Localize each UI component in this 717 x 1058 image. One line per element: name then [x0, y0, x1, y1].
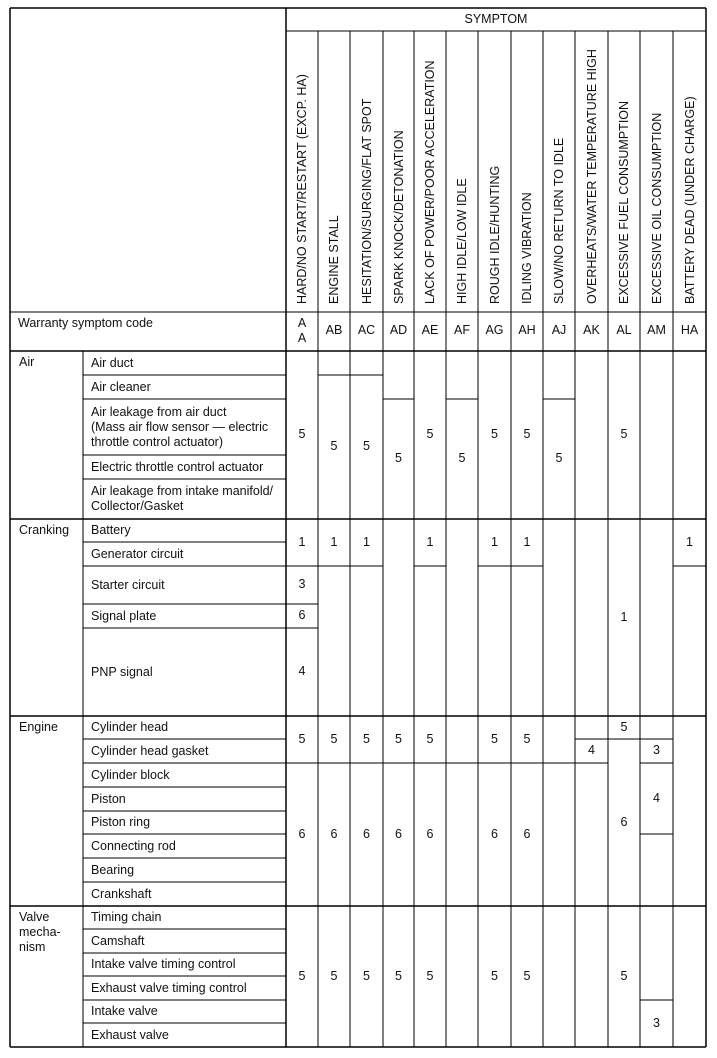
priority-value: 1	[523, 534, 531, 549]
warranty-code: AC	[357, 323, 376, 337]
priority-value: 1	[620, 609, 628, 624]
priority-value: 5	[426, 731, 434, 746]
component-name: Exhaust valve timing control	[91, 980, 247, 995]
symptom-name: HARD/NO START/RESTART (EXCP. HA)	[295, 74, 309, 304]
priority-value: 1	[330, 534, 338, 549]
component-name: Intake valve	[91, 1004, 158, 1018]
priority-value: 3	[298, 577, 306, 591]
component-name: Connecting rod	[91, 838, 176, 853]
component-name: Camshaft	[91, 933, 145, 948]
component-name: Generator circuit	[91, 546, 184, 561]
priority-value: 5	[298, 968, 306, 983]
symptom-name: SPARK KNOCK/DETONATION	[391, 130, 406, 304]
priority-value: 5	[491, 731, 498, 746]
warranty-code: AE	[421, 323, 439, 337]
warranty-code: AK	[583, 323, 600, 337]
group-name: Valve mecha- nism	[19, 910, 61, 954]
priority-value: 5	[458, 451, 466, 465]
symptom-header: SYMPTOM	[464, 12, 528, 26]
component-name: Electric throttle control actuator	[91, 459, 264, 474]
priority-value: 6	[330, 826, 338, 841]
priority-value: 5	[395, 731, 402, 746]
warranty-code: AG	[485, 323, 504, 337]
component-name: Bearing	[91, 862, 135, 877]
symptom-name: SLOW/NO RETURN TO IDLE	[552, 137, 566, 304]
priority-value: 4	[653, 790, 660, 805]
priority-value: 5	[330, 439, 338, 453]
symptom-name: EXCESSIVE FUEL CONSUMPTION	[617, 100, 631, 304]
priority-value: 5	[363, 968, 370, 983]
priority-value: 6	[426, 826, 434, 841]
priority-value: 5	[491, 427, 498, 441]
component-name: Air cleaner	[91, 379, 151, 394]
priority-value: 5	[395, 451, 402, 465]
symptom-name: BATTERY DEAD (UNDER CHARGE)	[682, 96, 697, 304]
priority-value: 5	[426, 427, 434, 441]
warranty-code: AJ	[551, 323, 567, 337]
component-name: Piston ring	[91, 815, 151, 829]
priority-value: 5	[363, 731, 370, 746]
priority-value: 5	[330, 968, 338, 983]
priority-value: 5	[523, 731, 531, 746]
priority-value: 5	[620, 968, 628, 983]
symptom-name: IDLING VIBRATION	[520, 192, 534, 304]
priority-value: 1	[363, 534, 370, 549]
warranty-code: A A	[297, 316, 307, 345]
priority-value: 4	[298, 664, 306, 678]
priority-value: 5	[426, 968, 434, 983]
warranty-code: AB	[325, 323, 343, 337]
warranty-symptom-code-label: Warranty symptom code	[18, 316, 153, 330]
priority-value: 6	[523, 826, 531, 841]
component-name: Air leakage from air duct (Mass air flow sensor — electric throttle control actuator)	[91, 404, 269, 449]
component-name: Piston	[91, 791, 126, 806]
priority-value: 6	[620, 814, 628, 829]
priority-value: 5	[523, 968, 531, 983]
component-name: Exhaust valve	[91, 1027, 169, 1042]
symptom-name: HIGH IDLE/LOW IDLE	[455, 178, 469, 304]
priority-value: 1	[491, 534, 498, 549]
component-name: Battery	[91, 523, 131, 537]
priority-value: 5	[620, 427, 628, 441]
priority-value: 5	[523, 427, 531, 441]
priority-value: 5	[491, 968, 498, 983]
group-name: Engine	[19, 720, 58, 734]
component-name: Signal plate	[91, 608, 157, 623]
priority-value: 1	[426, 534, 434, 549]
warranty-code: AM	[647, 323, 666, 337]
symptom-name: ROUGH IDLE/HUNTING	[487, 165, 502, 304]
symptom-name: EXCESSIVE OIL CONSUMPTION	[649, 112, 664, 304]
component-name: Starter circuit	[91, 577, 165, 592]
priority-value: 5	[620, 719, 628, 734]
warranty-code: HA	[680, 323, 699, 337]
priority-value: 5	[395, 968, 402, 983]
component-name: Air duct	[91, 355, 134, 370]
priority-value: 5	[298, 731, 306, 746]
priority-value: 6	[363, 826, 370, 841]
priority-value: 6	[298, 608, 306, 622]
priority-value: 5	[298, 427, 306, 441]
warranty-code: AF	[454, 323, 470, 337]
priority-value: 3	[653, 743, 660, 757]
priority-value: 1	[686, 534, 693, 549]
symptom-name: LACK OF POWER/POOR ACCELERATION	[423, 60, 437, 304]
priority-value: 5	[363, 439, 370, 453]
component-name: PNP signal	[91, 664, 153, 679]
priority-value: 5	[330, 731, 338, 746]
priority-value: 6	[491, 826, 498, 841]
symptom-name: OVERHEATS/WATER TEMPERATURE HIGH	[584, 49, 599, 304]
component-name: Crankshaft	[91, 886, 152, 901]
component-name: Cylinder head	[91, 720, 169, 734]
priority-value: 3	[653, 1015, 660, 1030]
priority-value: 5	[555, 451, 563, 465]
warranty-code: AH	[518, 323, 536, 337]
priority-value: 6	[395, 826, 402, 841]
group-name: Cranking	[19, 523, 70, 537]
component-name: Cylinder head gasket	[91, 743, 209, 758]
component-name: Cylinder block	[91, 767, 170, 782]
symptom-name: ENGINE STALL	[327, 215, 341, 304]
priority-value: 4	[588, 743, 595, 757]
symptom-name: HESITATION/SURGING/FLAT SPOT	[359, 98, 374, 304]
warranty-code: AL	[616, 323, 632, 337]
priority-value: 6	[298, 826, 306, 841]
component-name: Timing chain	[91, 910, 162, 924]
component-name: Air leakage from intake manifold/ Collector/Gasket	[91, 484, 274, 513]
group-name: Air	[19, 355, 35, 369]
warranty-code: AD	[389, 323, 408, 337]
component-name: Intake valve timing control	[91, 957, 236, 971]
priority-value: 1	[298, 534, 306, 549]
